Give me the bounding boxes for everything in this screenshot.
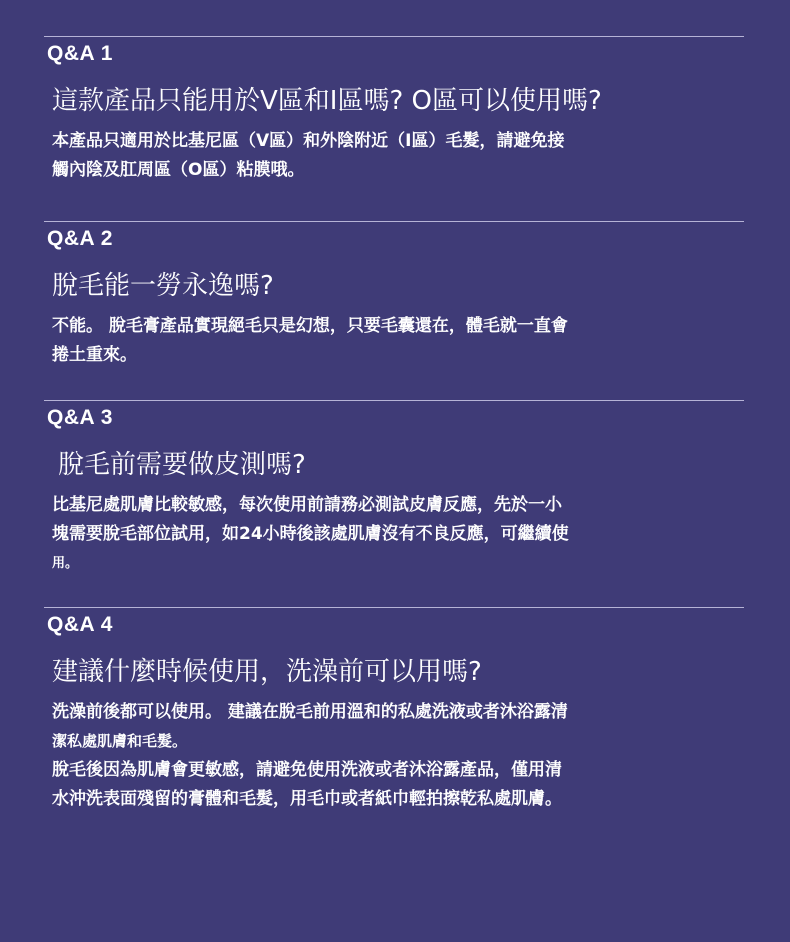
faq-answer xyxy=(52,312,692,370)
divider xyxy=(44,221,744,222)
faq-answer xyxy=(52,698,692,814)
faq-label: Q&A 2 xyxy=(47,227,113,250)
answer-line: 水沖洗表面殘留的膏體和毛髮，用毛巾或者紙巾輕拍擦乾私處肌膚。 xyxy=(52,789,562,809)
answer-line: 不能。 脫毛膏產品實現絕毛只是幻想，只要毛囊還在，體毛就一直會 xyxy=(52,316,568,336)
faq-question: 脫毛能一勞永逸嗎? xyxy=(52,271,274,301)
answer-line: 塊需要脫毛部位試用，如24小時後該處肌膚沒有不良反應，可繼續使 xyxy=(52,524,569,544)
faq-question: 建議什麼時候使用，洗澡前可以用嗎? xyxy=(52,657,482,687)
faq-question: 脫毛前需要做皮測嗎? xyxy=(58,450,306,480)
divider xyxy=(44,400,744,401)
faq-item-4 xyxy=(44,607,744,814)
faq-question: 這款產品只能用於V區和I區嗎? O區可以使用嗎? xyxy=(52,86,602,116)
answer-line: 捲土重來。 xyxy=(52,345,137,365)
answer-line: 用。 xyxy=(52,556,79,571)
faq-item-2 xyxy=(44,221,744,370)
faq-item-1 xyxy=(44,36,744,185)
faq-answer xyxy=(52,491,692,578)
answer-line: 脫毛後因為肌膚會更敏感，請避免使用洗液或者沐浴露產品，僅用清 xyxy=(52,760,562,780)
divider xyxy=(44,607,744,608)
divider xyxy=(44,36,744,37)
answer-line: 潔私處肌膚和毛髮。 xyxy=(52,732,188,750)
answer-line: 觸內陰及肛周區（O區）粘膜哦。 xyxy=(52,160,305,180)
faq-label: Q&A 4 xyxy=(47,613,113,636)
faq-label: Q&A 1 xyxy=(47,42,113,65)
faq-item-3 xyxy=(44,400,744,578)
answer-line: 洗澡前後都可以使用。 建議在脫毛前用溫和的私處洗液或者沐浴露清 xyxy=(52,702,568,722)
faq-answer xyxy=(52,127,692,185)
faq-label: Q&A 3 xyxy=(47,406,113,429)
answer-line: 本產品只適用於比基尼區（V區）和外陰附近（I區）毛髮，請避免接 xyxy=(52,131,565,151)
answer-line: 比基尼處肌膚比較敏感，每次使用前請務必測試皮膚反應，先於一小 xyxy=(52,495,562,515)
